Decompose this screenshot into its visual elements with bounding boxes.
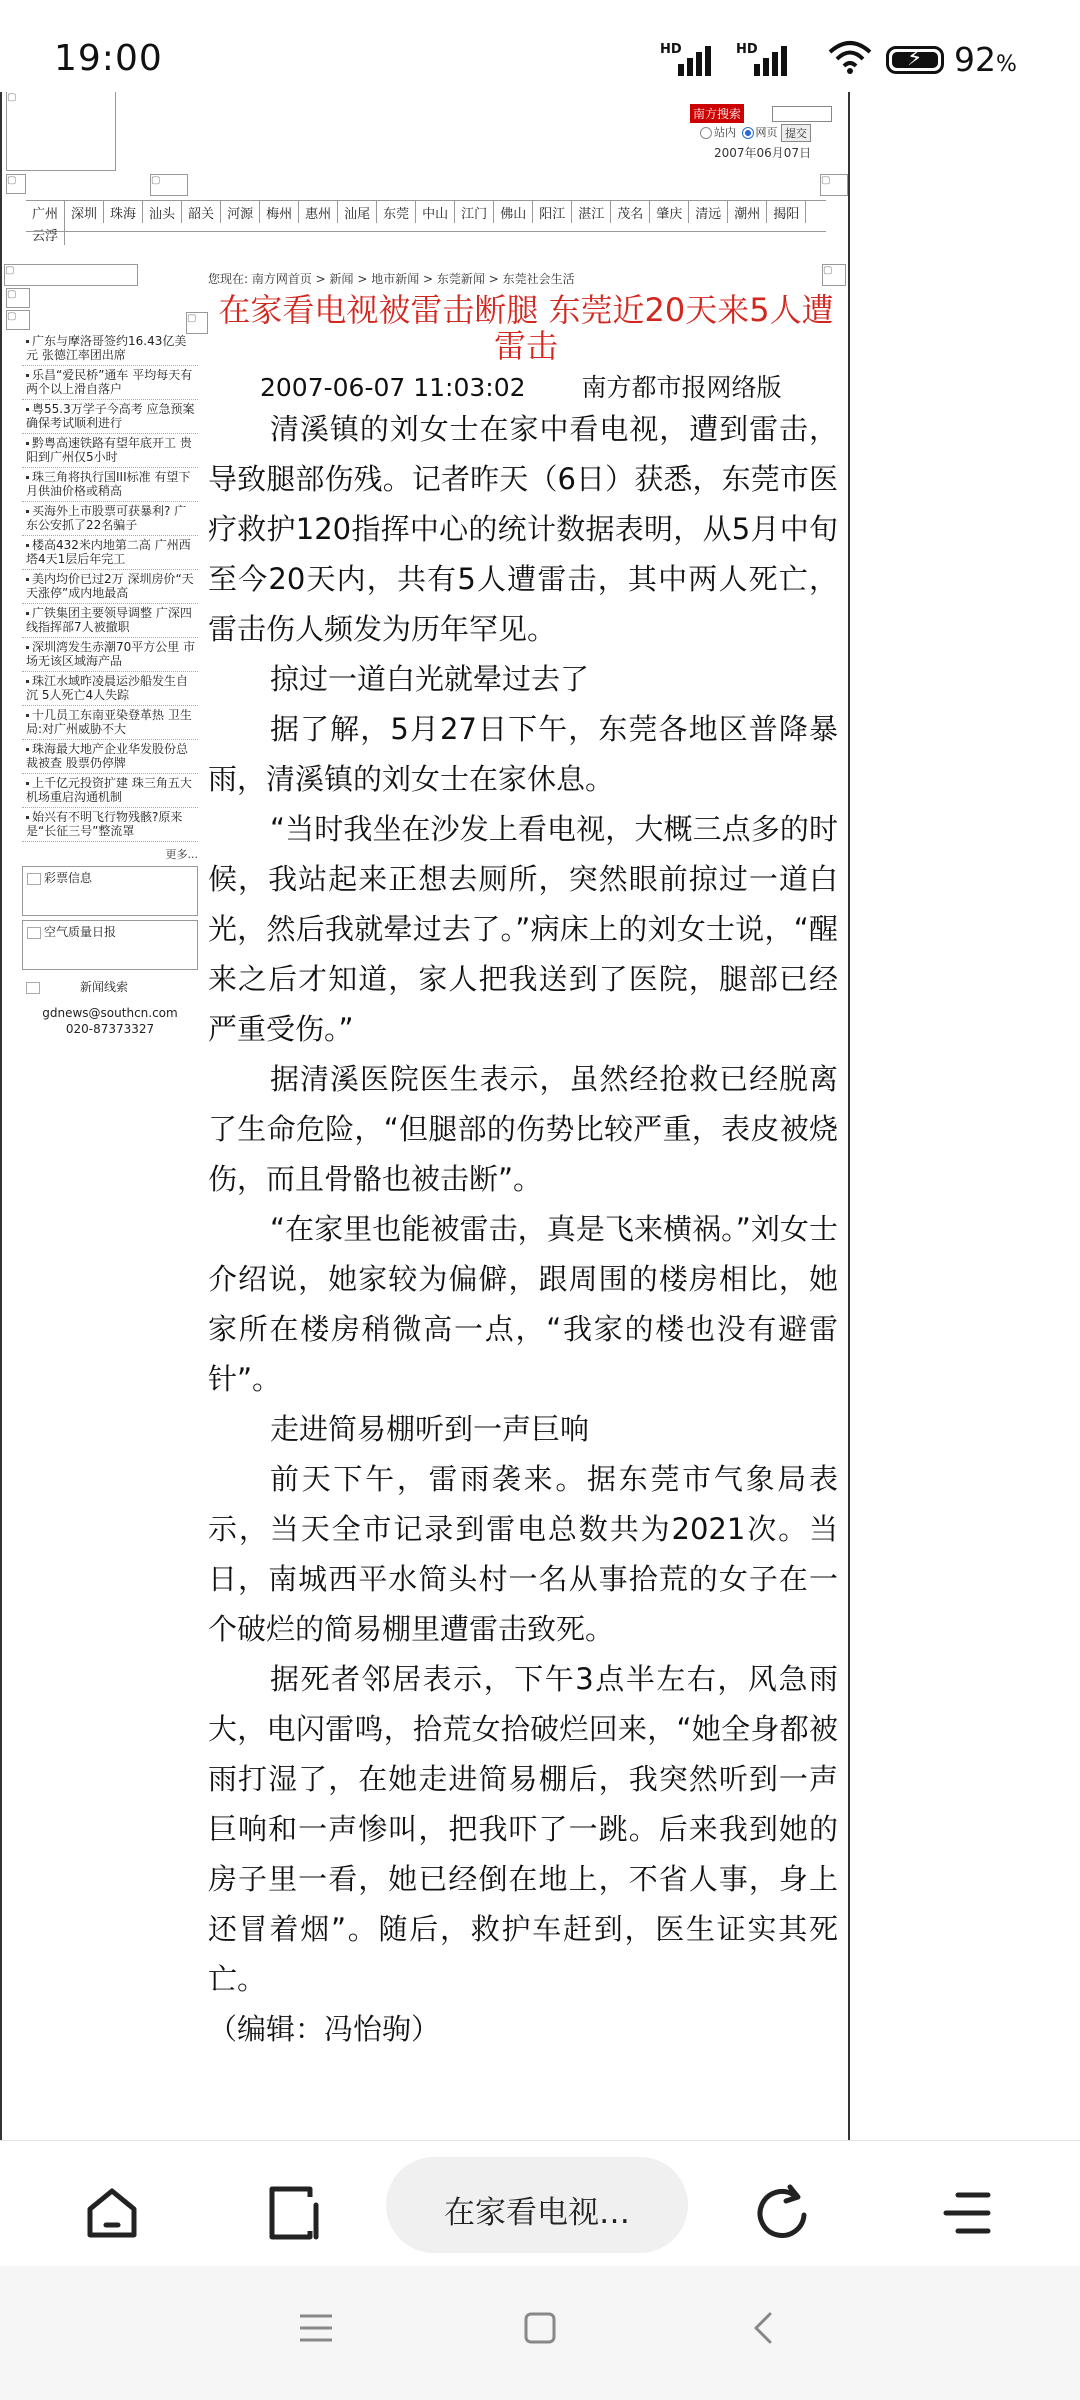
home-nav-icon[interactable] bbox=[522, 2310, 558, 2346]
placeholder-image: ▢ bbox=[6, 288, 30, 308]
bullet-icon bbox=[26, 782, 29, 785]
bullet-icon bbox=[26, 340, 29, 343]
signal-icon-2: HD bbox=[736, 42, 790, 76]
sidebar-news-item[interactable]: 楼高432米内地第二高 广州西塔4天1层后年完工 bbox=[22, 536, 198, 570]
status-icons bbox=[660, 36, 1080, 82]
site-search-box bbox=[690, 104, 840, 158]
header-placeholder-image: ▢ bbox=[150, 174, 188, 196]
article-date: 2007-06-07 11:03:02 bbox=[260, 373, 526, 402]
city-nav bbox=[26, 200, 826, 244]
sidebar-news-item[interactable]: 珠海最大地产企业华发股份总裁被查 股票仍停牌 bbox=[22, 740, 198, 774]
image-icon bbox=[27, 927, 41, 939]
breadcrumb[interactable]: 您现在: 南方网首页 > 新闻 > 地市新闻 > 东莞新闻 > 东莞社会生活 bbox=[208, 272, 575, 286]
bullet-icon bbox=[26, 680, 29, 683]
sidebar bbox=[22, 332, 198, 1037]
article-paragraph: “在家里也能被雷击，真是飞来横祸。”刘女士介绍说，她家较为偏僻，跟周围的楼房相比，她家所在楼房稍微高一点，“我家的楼也没有避雷针”。 bbox=[208, 1212, 838, 1396]
lottery-box[interactable]: 彩票信息 bbox=[22, 866, 198, 916]
article-meta bbox=[260, 368, 782, 404]
image-icon bbox=[26, 982, 40, 994]
contact-phone: 020-87373327 bbox=[65, 1022, 155, 1036]
radio-web[interactable] bbox=[742, 127, 754, 139]
article-source: 南方都市报网络版 bbox=[581, 373, 782, 402]
header-placeholder-image: ▢ bbox=[820, 174, 848, 196]
search-input[interactable] bbox=[772, 106, 832, 122]
home-icon[interactable] bbox=[80, 2181, 144, 2245]
sidebar-news-item[interactable]: 广东与摩洛哥签约16.43亿美元 张德江率团出席 bbox=[22, 332, 198, 366]
battery-percent: 92% bbox=[954, 40, 1017, 79]
current-tab-title: 在家看电视… bbox=[444, 2195, 630, 2231]
sidebar-news-item[interactable]: 粤55.3万学子今高考 应急预案确保考试顺利进行 bbox=[22, 400, 198, 434]
bullet-icon bbox=[26, 748, 29, 751]
bullet-icon bbox=[26, 646, 29, 649]
sidebar-more-link[interactable]: 更多... bbox=[165, 848, 198, 861]
article-paragraph: “当时我坐在沙发上看电视，大概三点多的时候，我站起来正想去厕所，突然眼前掠过一道白光，然后我就晕过去了。”病床上的刘女士说，“醒来之后才知道，家人把我送到了医院，腿部已经严重受伤。” bbox=[208, 812, 838, 1046]
nav-city-link[interactable]: 江门 bbox=[455, 201, 494, 223]
sidebar-news-item[interactable]: 黔粤高速铁路有望年底开工 贵阳到广州仅5小时 bbox=[22, 434, 198, 468]
menu-icon[interactable] bbox=[932, 2181, 996, 2245]
placeholder-image: ▢ bbox=[822, 264, 846, 286]
sidebar-news-item[interactable]: 珠三角将执行国III标准 有望下月供油价格或稍高 bbox=[22, 468, 198, 502]
battery-icon: ⚡ bbox=[886, 46, 944, 74]
nav-city-link[interactable]: 茂名 bbox=[611, 201, 650, 223]
back-icon[interactable] bbox=[746, 2310, 782, 2346]
image-icon bbox=[27, 873, 41, 885]
nav-city-link[interactable]: 云浮 bbox=[26, 223, 65, 245]
sidebar-news-item[interactable]: 广铁集团主要领导调整 广深四线指挥部7人被撤职 bbox=[22, 604, 198, 638]
nav-city-link[interactable]: 广州 bbox=[26, 201, 65, 223]
placeholder-image: ▢ bbox=[4, 264, 138, 286]
placeholder-image: ▢ bbox=[6, 310, 30, 330]
nav-city-link[interactable]: 深圳 bbox=[65, 201, 104, 223]
nav-city-link[interactable]: 揭阳 bbox=[767, 201, 806, 223]
bullet-icon bbox=[26, 578, 29, 581]
article-subheading: 走进简易棚听到一声巨响 bbox=[270, 1412, 590, 1446]
search-scope: 站内 网页 提交 bbox=[698, 124, 811, 142]
bullet-icon bbox=[26, 476, 29, 479]
bullet-icon bbox=[26, 714, 29, 717]
nav-city-link[interactable]: 湛江 bbox=[572, 201, 611, 223]
sidebar-news-item[interactable]: 买海外上市股票可获暴利? 广东公安抓了22名骗子 bbox=[22, 502, 198, 536]
nav-city-link[interactable]: 汕头 bbox=[143, 201, 182, 223]
radio-site[interactable] bbox=[700, 127, 712, 139]
nav-city-link[interactable]: 肇庆 bbox=[650, 201, 689, 223]
bullet-icon bbox=[26, 510, 29, 513]
search-submit-button[interactable]: 提交 bbox=[781, 124, 811, 142]
article-subheading: 掠过一道白光就晕过去了 bbox=[270, 662, 590, 696]
contact-email[interactable]: gdnews@southcn.com bbox=[42, 1006, 178, 1020]
nav-city-link[interactable]: 潮州 bbox=[728, 201, 767, 223]
search-logo: 南方搜索 bbox=[690, 104, 744, 123]
recent-apps-icon[interactable] bbox=[298, 2310, 334, 2346]
sidebar-news-item[interactable]: 上千亿元投资扩建 珠三角五大机场重启沟通机制 bbox=[22, 774, 198, 808]
header-date: 2007年06月07日 bbox=[714, 146, 812, 160]
current-tab-button[interactable] bbox=[386, 2157, 688, 2253]
web-page bbox=[0, 92, 1080, 2140]
news-tip-link[interactable]: 新闻线索 bbox=[22, 978, 198, 995]
nav-city-link[interactable]: 韶关 bbox=[182, 201, 221, 223]
nav-city-link[interactable]: 惠州 bbox=[299, 201, 338, 223]
nav-city-link[interactable]: 阳江 bbox=[533, 201, 572, 223]
article-paragraph: 前天下午，雷雨袭来。据东莞市气象局表示，当天全市记录到雷电总数共为2021次。当日，南城西平水简头村一名从事拾荒的女子在一个破烂的简易棚里遭雷击致死。 bbox=[208, 1462, 838, 1646]
bullet-icon bbox=[26, 408, 29, 411]
contact-info bbox=[22, 1005, 198, 1037]
tabs-icon[interactable] bbox=[262, 2181, 326, 2245]
status-time: 19:00 bbox=[54, 38, 163, 79]
refresh-icon[interactable] bbox=[750, 2181, 814, 2245]
header-placeholder-image: ▢ bbox=[6, 92, 116, 171]
nav-city-link[interactable]: 梅州 bbox=[260, 201, 299, 223]
article-paragraph: 据死者邻居表示，下午3点半左右，风急雨大，电闪雷鸣，拾荒女拾破烂回来，“她全身都被雨打湿了，在她走进简易棚后，我突然听到一声巨响和一声惨叫，把我吓了一跳。后来我到她的房子里一看，她已经倒在地上，不省人事，身上还冒着烟”。随后，救护车赶到，医生证实其死亡。 bbox=[208, 1662, 838, 1996]
article-title: 在家看电视被雷击断腿 东莞近20天来5人遭雷击 bbox=[218, 291, 834, 365]
header-placeholder-image: ▢ bbox=[6, 174, 26, 194]
sidebar-news-list bbox=[22, 332, 198, 842]
nav-city-link[interactable]: 汕尾 bbox=[338, 201, 377, 223]
wifi-icon bbox=[828, 40, 872, 74]
page-border-left bbox=[0, 92, 2, 2140]
nav-city-link[interactable]: 中山 bbox=[416, 201, 455, 223]
nav-city-link[interactable]: 东莞 bbox=[377, 201, 416, 223]
signal-icon: HD bbox=[660, 42, 714, 76]
sidebar-news-item[interactable]: 乐昌“爱民桥”通车 平均每天有两个以上滑自落户 bbox=[22, 366, 198, 400]
article-editor: （编辑：冯怡驹） bbox=[208, 2012, 441, 2046]
sidebar-news-item[interactable]: 始兴有不明飞行物残骸?原来是“长征三号”整流罩 bbox=[22, 808, 198, 842]
article-paragraph: 据了解，5月27日下午，东莞各地区普降暴雨，清溪镇的刘女士在家休息。 bbox=[208, 712, 838, 796]
air-quality-box[interactable]: 空气质量日报 bbox=[22, 920, 198, 970]
nav-city-link[interactable]: 清远 bbox=[689, 201, 728, 223]
bullet-icon bbox=[26, 374, 29, 377]
article-body bbox=[208, 404, 838, 2054]
nav-city-link[interactable]: 珠海 bbox=[104, 201, 143, 223]
sidebar-news-item[interactable]: 十几员工东南亚染登革热 卫生局:对广州威胁不大 bbox=[22, 706, 198, 740]
bullet-icon bbox=[26, 816, 29, 819]
sidebar-news-item[interactable]: 深圳湾发生赤潮70平方公里 市场无该区域海产品 bbox=[22, 638, 198, 672]
system-nav-bar bbox=[0, 2266, 1080, 2400]
nav-city-link[interactable]: 佛山 bbox=[494, 201, 533, 223]
bullet-icon bbox=[26, 612, 29, 615]
placeholder-image: ▢ bbox=[186, 312, 208, 334]
sidebar-news-item[interactable]: 珠江水域昨凌晨运沙船发生自沉 5人死亡4人失踪 bbox=[22, 672, 198, 706]
nav-city-link[interactable]: 河源 bbox=[221, 201, 260, 223]
article-paragraph: 据清溪医院医生表示，虽然经抢救已经脱离了生命危险，“但腿部的伤势比较严重，表皮被烧伤，而且骨骼也被击断”。 bbox=[208, 1062, 838, 1196]
bullet-icon bbox=[26, 544, 29, 547]
page-border-right bbox=[848, 92, 850, 2140]
browser-toolbar bbox=[0, 2140, 1080, 2267]
sidebar-news-item[interactable]: 美内均价已过2万 深圳房价“天天涨停”成内地最高 bbox=[22, 570, 198, 604]
article-paragraph: 清溪镇的刘女士在家中看电视，遭到雷击，导致腿部伤残。记者昨天（6日）获悉，东莞市医疗救护120指挥中心的统计数据表明，从5月中旬至今20天内，共有5人遭雷击，其中两人死亡，雷击伤人频发为历年罕见。 bbox=[208, 412, 838, 646]
status-bar bbox=[0, 0, 1080, 92]
bullet-icon bbox=[26, 442, 29, 445]
